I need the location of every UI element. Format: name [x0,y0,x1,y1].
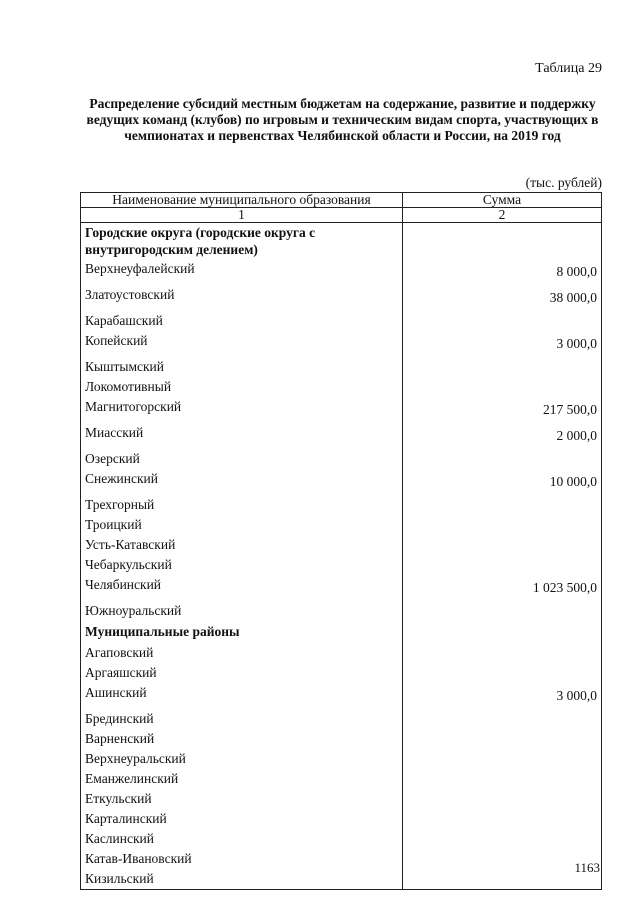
municipality-name: Челябинский [81,575,403,601]
municipality-name: Верхнеуфалейский [81,259,403,285]
table-row [81,575,602,601]
column-number-2: 2 [403,208,602,223]
municipality-name: Карабашский [81,311,403,331]
subsidy-amount [403,829,602,849]
subsidy-amount [403,449,602,469]
units-note: (тыс. рублей) [525,175,602,190]
section-row [81,621,602,643]
table-header-row [81,193,602,208]
table-row [81,789,602,809]
municipality-name: Кыштымский [81,357,403,377]
table-row [81,663,602,683]
table-row [81,397,602,423]
table-row [81,449,602,469]
municipality-name: Еманжелинский [81,769,403,789]
table-row [81,869,602,890]
subsidy-amount [403,357,602,377]
column-number-1: 1 [81,208,403,223]
subsidy-amount: 8 000,0 [403,259,602,285]
table-row [81,729,602,749]
table-label: Таблица 29 [535,61,602,76]
table-row [81,285,602,311]
municipality-name: Озерский [81,449,403,469]
municipality-name: Брединский [81,709,403,729]
municipality-name: Агаповский [81,643,403,663]
column-header-amount: Сумма [403,193,602,208]
subsidy-amount [403,535,602,555]
subsidy-amount [403,621,602,643]
subsidy-table [80,192,602,890]
table-row [81,469,602,495]
table-row [81,829,602,849]
section-heading: Муниципальные районы [81,621,403,643]
subsidy-amount [403,311,602,331]
document-title: Распределение субсидий местным бюджетам на содержание, развитие и поддержку ведущих команд (клубов) по игровым и техническим видам спорта, участвующих в чемпионатах и первенствах Челябинской области и России, на 2019 год [86,96,599,143]
table-row [81,377,602,397]
municipality-name: Усть-Катавский [81,535,403,555]
subsidy-amount [403,849,602,869]
table-row [81,357,602,377]
municipality-name: Локомотивный [81,377,403,397]
table-body [81,223,602,890]
municipality-name: Магнитогорский [81,397,403,423]
subsidy-amount: 1 023 500,0 [403,575,602,601]
municipality-name: Трехгорный [81,495,403,515]
subsidy-amount: 38 000,0 [403,285,602,311]
subsidy-amount: 3 000,0 [403,683,602,709]
municipality-name: Каслинский [81,829,403,849]
page-number: 1163 [574,860,600,875]
column-header-name: Наименование муниципального образования [81,193,403,208]
table-row [81,515,602,535]
subsidy-amount [403,663,602,683]
subsidy-amount [403,643,602,663]
table-row [81,769,602,789]
subsidy-amount: 2 000,0 [403,423,602,449]
subsidy-amount [403,555,602,575]
table-row [81,643,602,663]
table-row [81,495,602,515]
table-row [81,601,602,621]
table-row [81,683,602,709]
municipality-name: Еткульский [81,789,403,809]
subsidy-amount [403,377,602,397]
municipality-name: Кизильский [81,869,403,890]
subsidy-amount [403,869,602,890]
subsidy-amount [403,729,602,749]
table-row [81,555,602,575]
table-row [81,849,602,869]
subsidy-amount [403,601,602,621]
subsidy-amount: 3 000,0 [403,331,602,357]
subsidy-amount [403,709,602,729]
municipality-name: Катав-Ивановский [81,849,403,869]
subsidy-amount [403,515,602,535]
table-row [81,535,602,555]
municipality-name: Верхнеуральский [81,749,403,769]
subsidy-amount [403,769,602,789]
municipality-name: Ашинский [81,683,403,709]
municipality-name: Карталинский [81,809,403,829]
section-row [81,223,602,260]
table-row [81,311,602,331]
municipality-name: Троицкий [81,515,403,535]
table-row [81,259,602,285]
municipality-name: Варненский [81,729,403,749]
municipality-name: Златоустовский [81,285,403,311]
column-number-row [81,208,602,223]
subsidy-amount: 217 500,0 [403,397,602,423]
municipality-name: Южноуральский [81,601,403,621]
municipality-name: Копейский [81,331,403,357]
table-row [81,331,602,357]
municipality-name: Аргаяшский [81,663,403,683]
subsidy-amount [403,749,602,769]
table-row [81,749,602,769]
table-row [81,709,602,729]
subsidy-amount [403,495,602,515]
subsidy-amount [403,809,602,829]
table-row [81,809,602,829]
subsidy-amount [403,223,602,260]
municipality-name: Миасский [81,423,403,449]
subsidy-amount: 10 000,0 [403,469,602,495]
municipality-name: Чебаркульский [81,555,403,575]
table-row [81,423,602,449]
section-heading: Городские округа (городские округа с внутригородским делением) [81,223,403,260]
subsidy-amount [403,789,602,809]
municipality-name: Снежинский [81,469,403,495]
